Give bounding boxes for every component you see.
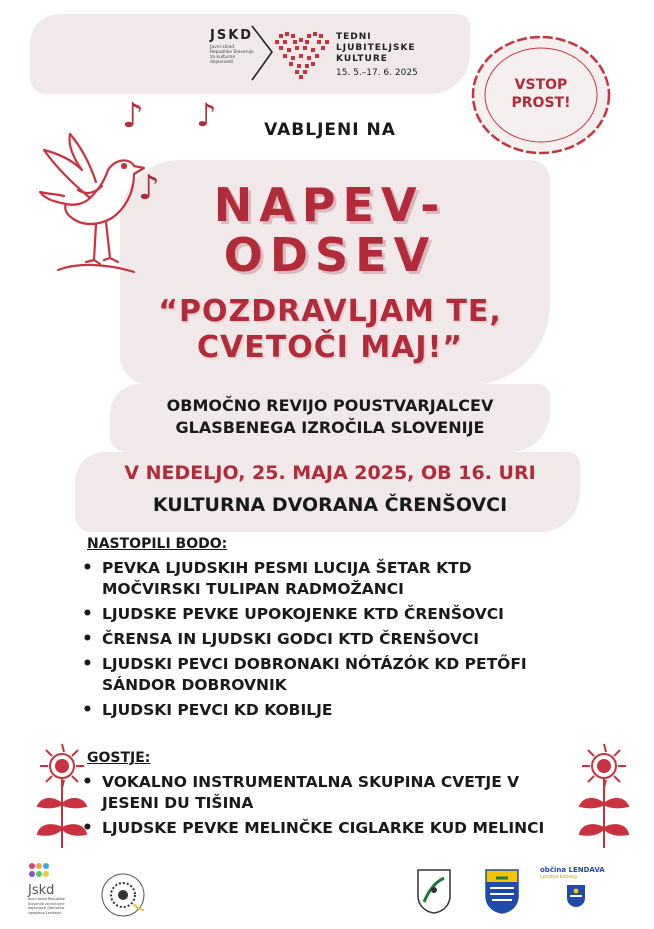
- performers-list: [80, 558, 570, 725]
- lendava-fine-print: Lendva község: [540, 874, 577, 880]
- bracket-icon: [250, 24, 274, 82]
- list-item: • LJUDSKE PEVKE UPOKOJENKE KTD ČRENŠOVCI: [80, 604, 570, 625]
- description-line-2: GLASBENEGA IZROČILA SLOVENIJE: [175, 418, 485, 437]
- guests-list: [80, 772, 570, 843]
- event-name: TEDNI LJUBITELJSKE KULTURE: [336, 32, 416, 64]
- list-item: • LJUDSKI PEVCI DOBRONAKI NÓTÁZÓK KD PETŐFI SÁNDOR DOBROVNIK: [80, 654, 570, 696]
- description-line-1: OBMOČNO REVIJO POUSTVARJALCEV: [166, 396, 494, 415]
- lendava-crest-icon: [566, 884, 586, 908]
- music-note-icon: ♪: [196, 96, 217, 134]
- list-item: • PEVKA LJUDSKIH PESMI LUCIJA ŠETAR KTD MOČVIRSKI TULIPAN RADMOŽANCI: [80, 558, 570, 600]
- list-item: • LJUDSKE PEVKE MELINČKE CIGLARKE KUD MELINCI: [80, 818, 570, 839]
- guests-heading: GOSTJE:: [87, 750, 151, 766]
- list-item: • VOKALNO INSTRUMENTALNA SKUPINA CVETJE V JESENI DU TIŠINA: [80, 772, 570, 814]
- title-line-2: ODSEV: [223, 228, 437, 282]
- music-note-icon: ♪: [138, 168, 160, 208]
- free-entry-badge: [466, 30, 616, 160]
- list-item: • LJUDSKI PEVCI KD KOBILJE: [80, 700, 570, 721]
- municipal-crest-icon: [484, 868, 520, 914]
- event-dates: 15. 5.–17. 6. 2025: [336, 68, 418, 78]
- event-venue: KULTURNA DVORANA ČRENŠOVCI: [152, 494, 508, 516]
- jskd-logo: [210, 28, 262, 84]
- free-entry-text: VSTOP PROST!: [511, 77, 571, 111]
- event-date: V NEDELJO, 25. MAJA 2025, OB 16. URI: [124, 462, 536, 484]
- music-note-icon: ♪: [122, 96, 144, 136]
- title-line-1: NAPEV-: [213, 178, 447, 232]
- subtitle: “POZDRAVLJAM TE, CVETOČI MAJ!”: [158, 294, 502, 365]
- heart-pattern-icon: [273, 28, 331, 80]
- jskd-logo-text: JSKD: [210, 28, 254, 43]
- lendava-logo-text: občina LENDAVA: [540, 866, 605, 874]
- bird-icon: [38, 130, 148, 280]
- list-item: • ČRENSA IN LJUDSKI GODCI KTD ČRENŠOVCI: [80, 629, 570, 650]
- municipal-crest-icon: [416, 868, 452, 914]
- lendava-logo: [540, 866, 610, 912]
- jskd-logo-fine-print: Javni sklad Republike Slovenije za kulturne dejavnosti: [210, 45, 254, 65]
- dots-logo-icon: [28, 862, 50, 880]
- folk-flower-icon: [30, 740, 94, 850]
- performers-heading: NASTOPILI BODO:: [87, 536, 228, 552]
- folk-flower-icon: [572, 740, 636, 850]
- footer-jskd-logo: [28, 862, 98, 915]
- footer-jskd-text: Jskd: [28, 883, 55, 898]
- invite-text: VABLJENI NA: [264, 120, 396, 140]
- folk-society-seal-icon: [100, 872, 146, 918]
- footer-jskd-fine-print: Javni sklad Republike Slovenije za kulturne dejavnosti Območna izpostava Lendava: [28, 897, 65, 915]
